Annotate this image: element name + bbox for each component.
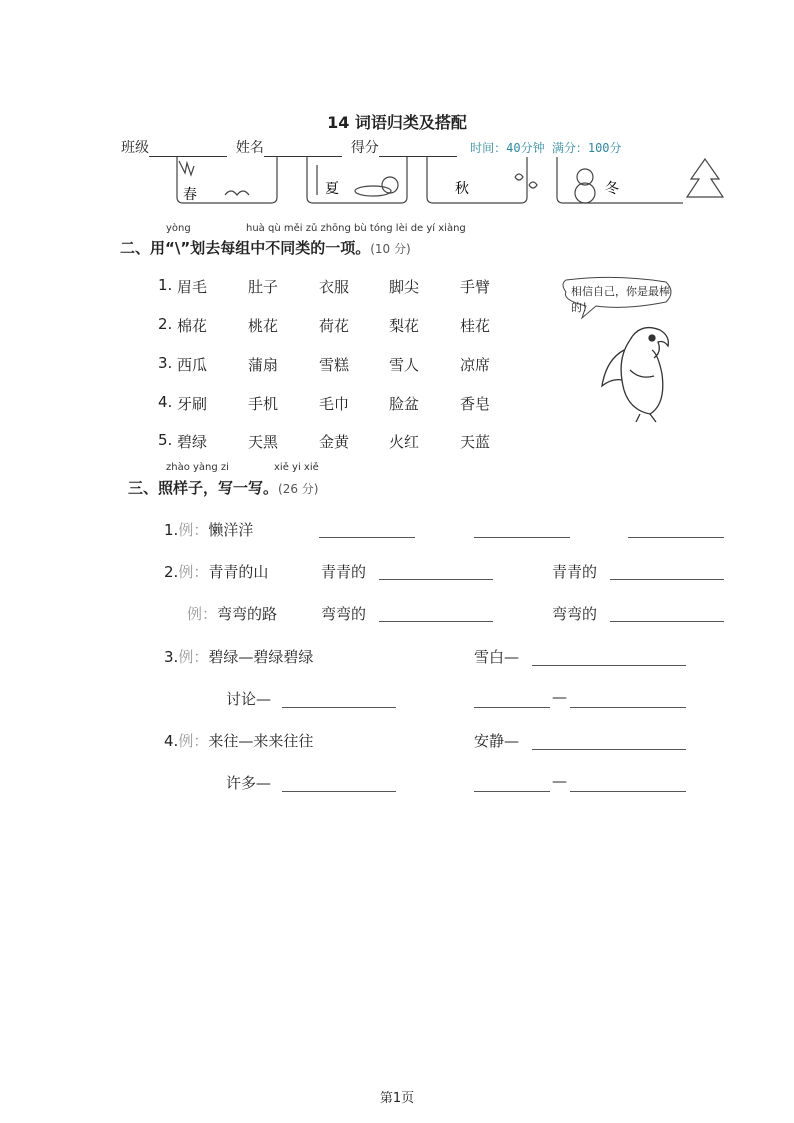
season-spring: 春 bbox=[183, 187, 197, 203]
class-label: 班级 bbox=[121, 140, 149, 156]
page-number: 第1页 bbox=[379, 1091, 415, 1106]
word-option[interactable]: 香皂 bbox=[460, 395, 491, 413]
student-info-bar bbox=[121, 137, 622, 157]
grass-icon bbox=[179, 161, 194, 175]
word-option[interactable]: 西瓜 bbox=[177, 356, 208, 374]
answer-blank[interactable] bbox=[282, 790, 396, 792]
q1-row: 1.例：懒洋洋 bbox=[164, 521, 254, 539]
word-option[interactable]: 肚子 bbox=[248, 278, 279, 296]
word-option[interactable]: 凉席 bbox=[460, 356, 491, 374]
word-option[interactable]: 脚尖 bbox=[389, 278, 420, 296]
autumn-frame bbox=[427, 157, 527, 203]
q4-prompt: 安静— bbox=[474, 732, 520, 750]
q2-row-b: 例：弯弯的路 bbox=[187, 605, 278, 623]
answer-blank[interactable] bbox=[474, 706, 550, 708]
word-option[interactable]: 雪糕 bbox=[319, 356, 350, 374]
dash: — bbox=[552, 772, 567, 790]
score-label: 得分 bbox=[350, 140, 379, 156]
q2-prompt: 青青的 bbox=[552, 563, 598, 581]
word-option[interactable]: 手机 bbox=[248, 395, 279, 413]
item-number: 3. bbox=[158, 354, 173, 372]
word-option[interactable]: 蒲扇 bbox=[248, 356, 279, 374]
word-option[interactable]: 碧绿 bbox=[177, 433, 208, 451]
answer-blank[interactable] bbox=[379, 620, 493, 622]
q4-row: 4.例：来往—来来往往 bbox=[164, 732, 314, 750]
q3-row: 3.例：碧绿—碧绿碧绿 bbox=[164, 648, 314, 666]
word-option[interactable]: 眉毛 bbox=[177, 278, 208, 296]
item-number: 5. bbox=[158, 431, 173, 449]
word-option[interactable]: 天黑 bbox=[248, 433, 279, 451]
answer-blank[interactable] bbox=[319, 536, 415, 538]
word-option[interactable]: 荷花 bbox=[319, 317, 350, 335]
answer-blank[interactable] bbox=[628, 536, 724, 538]
answer-blank[interactable] bbox=[610, 578, 724, 580]
time-info: 时间：40分钟 满分：100分 bbox=[470, 141, 622, 155]
summer-frame bbox=[307, 157, 407, 203]
word-option[interactable]: 毛巾 bbox=[319, 395, 350, 413]
answer-blank[interactable] bbox=[282, 706, 396, 708]
name-label: 姓名 bbox=[235, 140, 264, 156]
word-option[interactable]: 雪人 bbox=[389, 356, 420, 374]
section3-pinyin: zhào yàng zi xiě yi xiě bbox=[166, 462, 319, 473]
word-option[interactable]: 桃花 bbox=[248, 317, 279, 335]
season-autumn: 秋 bbox=[455, 181, 469, 197]
leaf-icon bbox=[515, 174, 523, 180]
answer-blank[interactable] bbox=[610, 620, 724, 622]
answer-blank[interactable] bbox=[474, 790, 550, 792]
answer-blank[interactable] bbox=[474, 536, 570, 538]
tree-icon bbox=[687, 159, 723, 197]
q3-prompt: 讨论— bbox=[226, 690, 272, 708]
q3-prompt: 雪白— bbox=[474, 648, 520, 666]
q2-prompt: 青青的 bbox=[321, 563, 367, 581]
word-option[interactable]: 脸盆 bbox=[389, 395, 420, 413]
item-number: 4. bbox=[158, 393, 173, 411]
q2-row: 2.例：青青的山 bbox=[164, 563, 269, 581]
answer-blank[interactable] bbox=[532, 748, 686, 750]
answer-blank[interactable] bbox=[570, 790, 686, 792]
q2-prompt: 弯弯的 bbox=[552, 605, 598, 623]
word-option[interactable]: 手臂 bbox=[460, 278, 491, 296]
answer-blank[interactable] bbox=[379, 578, 493, 580]
sprout-icon bbox=[225, 191, 249, 195]
season-summer: 夏 bbox=[325, 181, 339, 197]
answer-blank[interactable] bbox=[532, 664, 686, 666]
season-banner bbox=[165, 155, 725, 205]
q2-prompt: 弯弯的 bbox=[321, 605, 367, 623]
section3-heading: 三、照样子，写一写。(26 分) bbox=[128, 479, 319, 497]
season-winter: 冬 bbox=[605, 181, 619, 197]
word-option[interactable]: 棉花 bbox=[177, 317, 208, 335]
item-number: 2. bbox=[158, 315, 173, 333]
dash: — bbox=[552, 688, 567, 706]
word-option[interactable]: 衣服 bbox=[319, 278, 350, 296]
answer-blank[interactable] bbox=[570, 706, 686, 708]
word-option[interactable]: 桂花 bbox=[460, 317, 491, 335]
word-option[interactable]: 天蓝 bbox=[460, 433, 491, 451]
section2-heading: 二、用“\”划去每组中不同类的一项。(10 分) bbox=[120, 239, 411, 257]
word-option[interactable]: 金黄 bbox=[319, 433, 350, 451]
q4-prompt: 许多— bbox=[226, 774, 272, 792]
bubble-text: 相信自己，你是最棒的！ bbox=[571, 285, 670, 314]
word-option[interactable]: 梨花 bbox=[389, 317, 420, 335]
section2-pinyin: yòng huà qù měi zǔ zhōng bù tóng lèi de yí xiàng bbox=[166, 223, 466, 234]
page-title: 14 词语归类及搭配 bbox=[327, 113, 467, 132]
word-option[interactable]: 牙刷 bbox=[177, 395, 208, 413]
item-number: 1. bbox=[158, 276, 173, 294]
word-option[interactable]: 火红 bbox=[389, 433, 420, 451]
parrot-icon bbox=[600, 320, 680, 425]
watermelon-icon bbox=[382, 177, 398, 193]
